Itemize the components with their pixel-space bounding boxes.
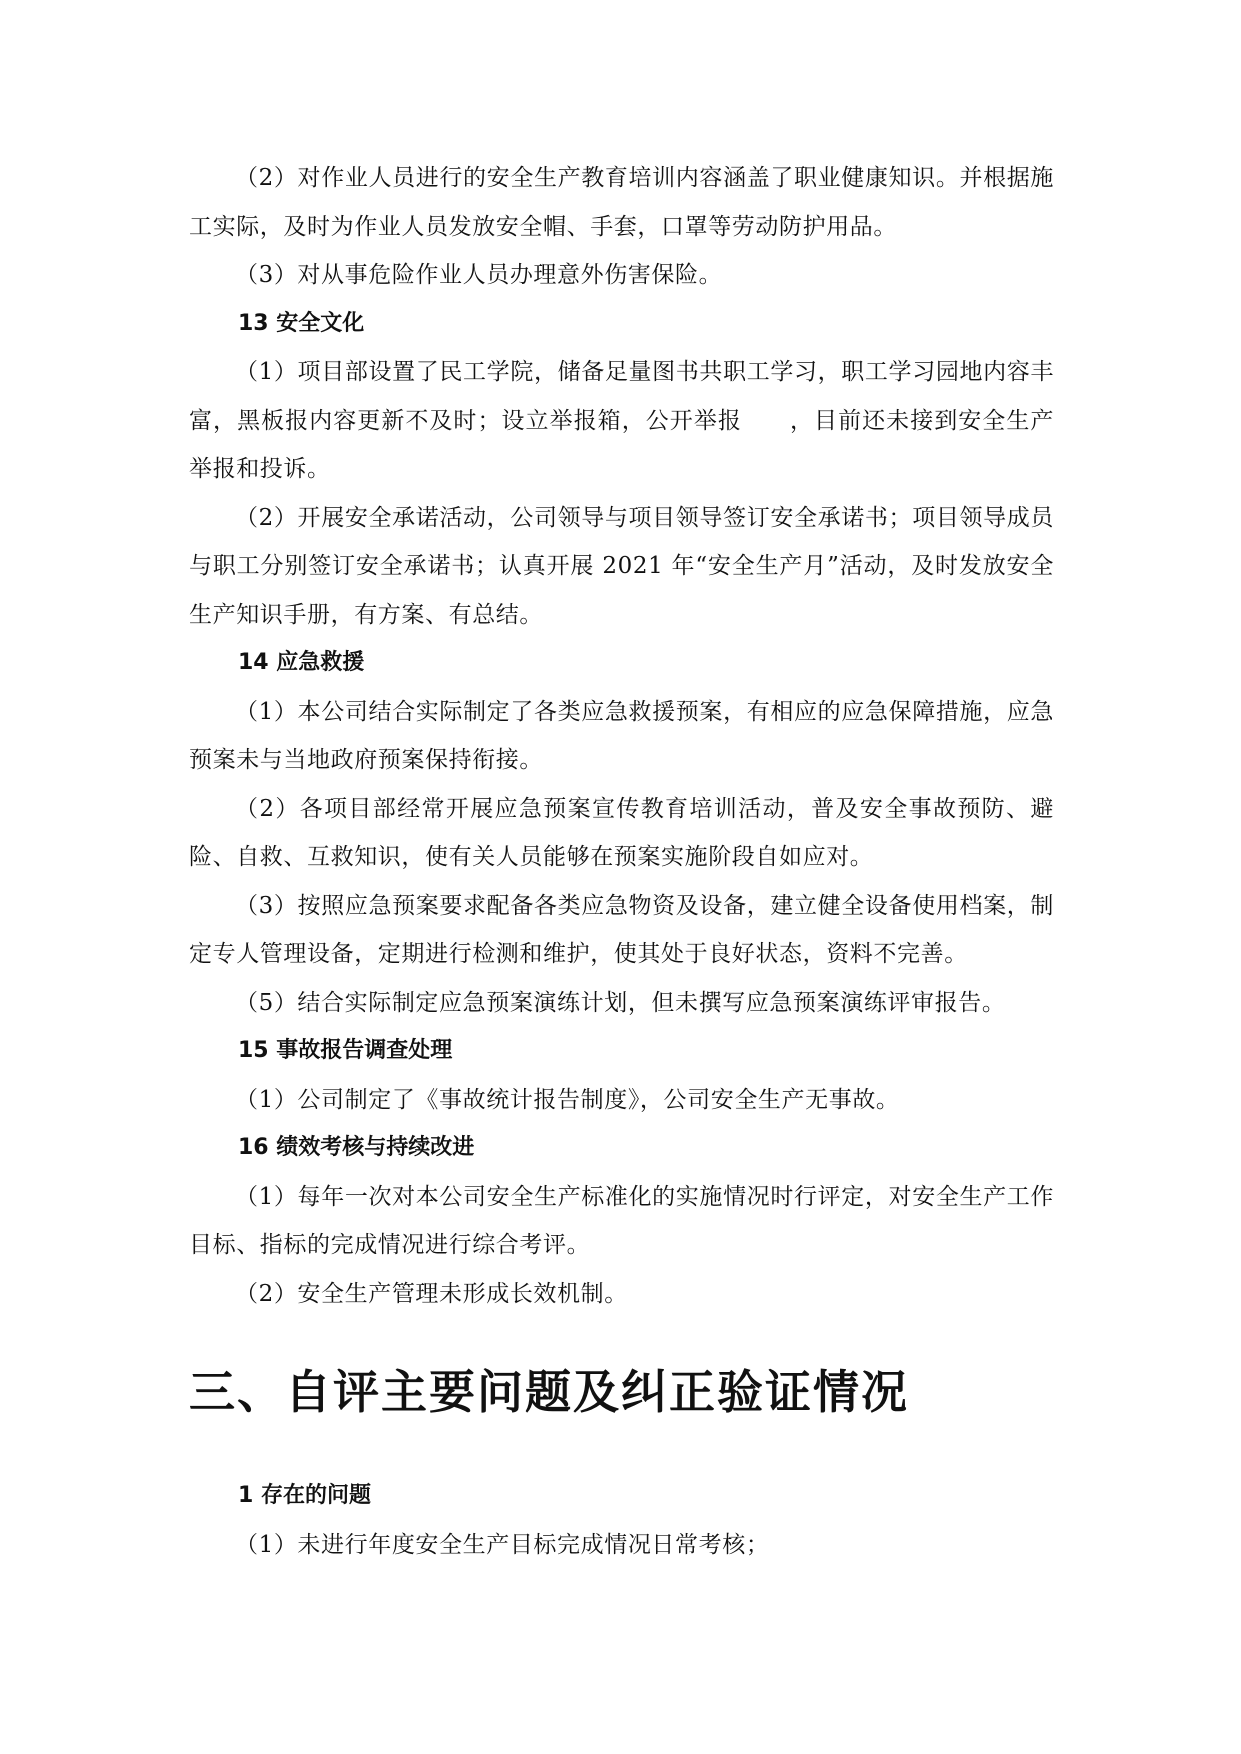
- paragraph: （2）各项目部经常开展应急预案宣传教育培训活动，普及安全事故预防、避险、自救、互救知识，使有关人员能够在预案实施阶段自如应对。: [189, 795, 1054, 870]
- paragraph: （1）公司制定了《事故统计报告制度》，公司安全生产无事故。: [235, 1086, 900, 1113]
- section-heading: 1 存在的问题: [238, 1483, 371, 1508]
- paragraph: （1）项目部设置了民工学院，储备足量图书共职工学习，职工学习园地内容丰富，黑板报内容更新不及时；设立举报箱，公开举报 ，目前还未接到安全生产举报和投诉。: [189, 359, 1054, 482]
- paragraph: （2）开展安全承诺活动，公司领导与项目领导签订安全承诺书；项目领导成员与职工分别签订安全承诺书；认真开展 2021 年“安全生产月”活动，及时发放安全生产知识手册，有方案、有总结。: [189, 504, 1054, 628]
- paragraph: （1）每年一次对本公司安全生产标准化的实施情况时行评定，对安全生产工作目标、指标的完成情况进行综合考评。: [189, 1183, 1054, 1258]
- chapter-heading: 三、自评主要问题及纠正验证情况: [189, 1365, 909, 1419]
- section-heading: 16 绩效考核与持续改进: [238, 1135, 475, 1160]
- paragraph: （5）结合实际制定应急预案演练计划，但未撰写应急预案演练评审报告。: [235, 989, 1006, 1016]
- section-heading: 15 事故报告调查处理: [238, 1038, 453, 1063]
- section-heading: 13 安全文化: [238, 310, 365, 336]
- paragraph: （1）未进行年度安全生产目标完成情况日常考核；: [235, 1531, 770, 1558]
- paragraph: （1）本公司结合实际制定了各类应急救援预案，有相应的应急保障措施，应急预案未与当地政府预案保持衔接。: [189, 698, 1054, 773]
- paragraph: （3）按照应急预案要求配备各类应急物资及设备，建立健全设备使用档案，制定专人管理设备，定期进行检测和维护，使其处于良好状态，资料不完善。: [189, 892, 1054, 967]
- section-heading: 14 应急救援: [238, 650, 365, 675]
- paragraph: （2）对作业人员进行的安全生产教育培训内容涵盖了职业健康知识。并根据施工实际，及时为作业人员发放安全帽、手套，口罩等劳动防护用品。: [189, 165, 1054, 240]
- document-page: [189, 154, 1054, 1569]
- paragraph: （3）对从事危险作业人员办理意外伤害保险。: [235, 262, 723, 288]
- paragraph: （2）安全生产管理未形成长效机制。: [235, 1280, 628, 1307]
